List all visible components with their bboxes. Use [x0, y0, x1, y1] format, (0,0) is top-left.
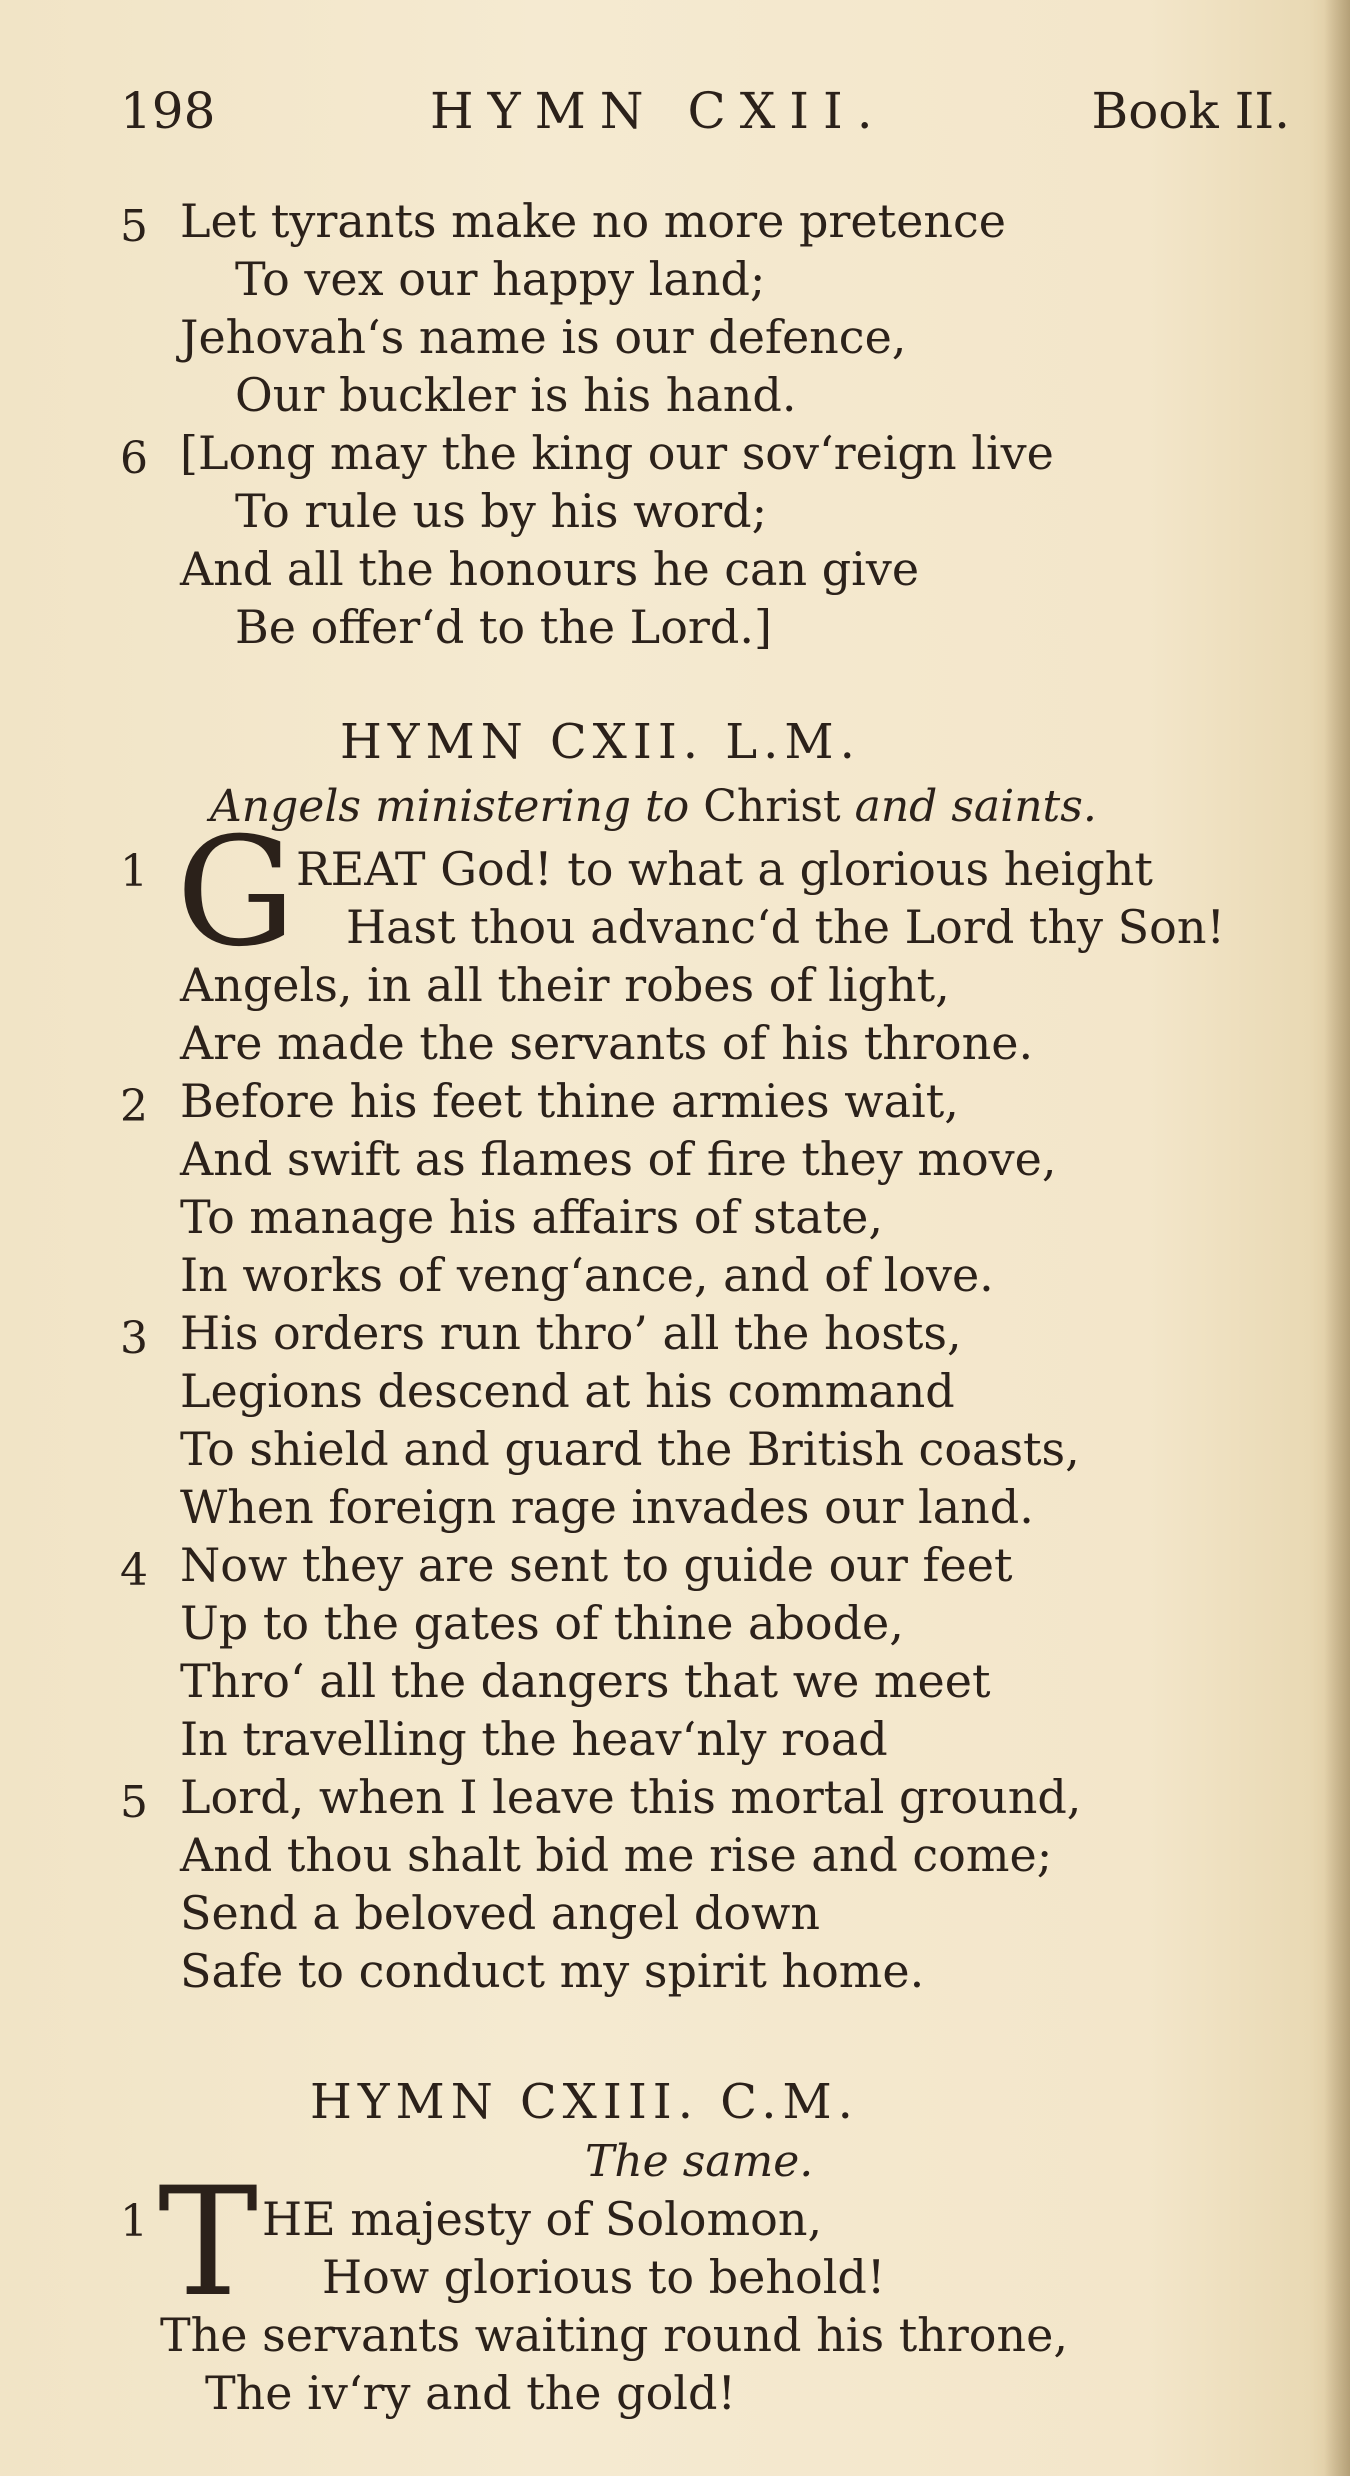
- verse-line: Safe to conduct my spirit home.: [180, 1944, 925, 1998]
- verse-number: 6: [120, 433, 148, 484]
- verse-number: 1: [120, 846, 148, 897]
- verse-line: To shield and guard the British coasts,: [180, 1422, 1080, 1476]
- verse-number: 5: [120, 1777, 148, 1828]
- verse-line: In works of veng‘ance, and of love.: [180, 1248, 994, 1302]
- verse-line: Jehovah‘s name is our defence,: [180, 310, 907, 364]
- verse-line: Send a beloved angel down: [180, 1886, 821, 1940]
- verse-line: Now they are sent to guide our feet: [180, 1538, 1013, 1592]
- verse-line: Are made the servants of his throne.: [180, 1016, 1034, 1070]
- verse-line: REAT God! to what a glorious height: [296, 842, 1153, 896]
- verse-number: 5: [120, 201, 148, 252]
- hymn-heading: HYMN CXIII. C.M.: [310, 2074, 859, 2130]
- verse-line: Legions descend at his command: [180, 1364, 955, 1418]
- verse-line: Be offer‘d to the Lord.]: [235, 600, 772, 654]
- verse-line: HE majesty of Solomon,: [262, 2192, 823, 2246]
- running-title: HYMN CXII.: [430, 82, 887, 140]
- verse-line: The servants waiting round his throne,: [160, 2308, 1068, 2362]
- verse-line: Angels, in all their robes of light,: [180, 958, 950, 1012]
- verse-line: Let tyrants make no more pretence: [180, 194, 1006, 248]
- verse-line: [Long may the king our sov‘reign live: [180, 426, 1054, 480]
- verse-line: Before his feet thine armies wait,: [180, 1074, 959, 1128]
- verse-line: Our buckler is his hand.: [235, 368, 797, 422]
- verse-line: The iv‘ry and the gold!: [205, 2366, 736, 2420]
- running-header: [120, 82, 1290, 152]
- page-number: 198: [120, 82, 216, 140]
- verse-line: Up to the gates of thine abode,: [180, 1596, 904, 1650]
- verse-line: To vex our happy land;: [235, 252, 766, 306]
- page-edge-shadow: [1324, 0, 1350, 2476]
- verse-line: How glorious to behold!: [322, 2250, 886, 2304]
- verse-line: When foreign rage invades our land.: [180, 1480, 1034, 1534]
- hymn-subtitle: The same.: [585, 2136, 814, 2187]
- drop-cap: G: [176, 806, 296, 980]
- verse-line: Thro‘ all the dangers that we meet: [180, 1654, 991, 1708]
- verse-number: 3: [120, 1313, 148, 1364]
- verse-line: His orders run thro’ all the hosts,: [180, 1306, 962, 1360]
- verse-number: 1: [120, 2196, 148, 2247]
- hymn-subtitle: Angels ministering to Christ and saints.: [210, 781, 1097, 832]
- hymn-heading: HYMN CXII. L.M.: [340, 714, 861, 770]
- verse-line: In travelling the heav‘nly road: [180, 1712, 888, 1766]
- verse-line: Hast thou advanc‘d the Lord thy Son!: [346, 900, 1225, 954]
- drop-cap: T: [158, 2156, 259, 2330]
- verse-line: Lord, when I leave this mortal ground,: [180, 1770, 1082, 1824]
- verse-line: To rule us by his word;: [235, 484, 768, 538]
- book-label: Book II.: [1091, 82, 1290, 140]
- verse-line: And all the honours he can give: [180, 542, 920, 596]
- verse-number: 2: [120, 1081, 148, 1132]
- verse-line: To manage his affairs of state,: [180, 1190, 884, 1244]
- verse-number: 4: [120, 1545, 148, 1596]
- verse-line: And thou shalt bid me rise and come;: [180, 1828, 1053, 1882]
- verse-line: And swift as flames of fire they move,: [180, 1132, 1057, 1186]
